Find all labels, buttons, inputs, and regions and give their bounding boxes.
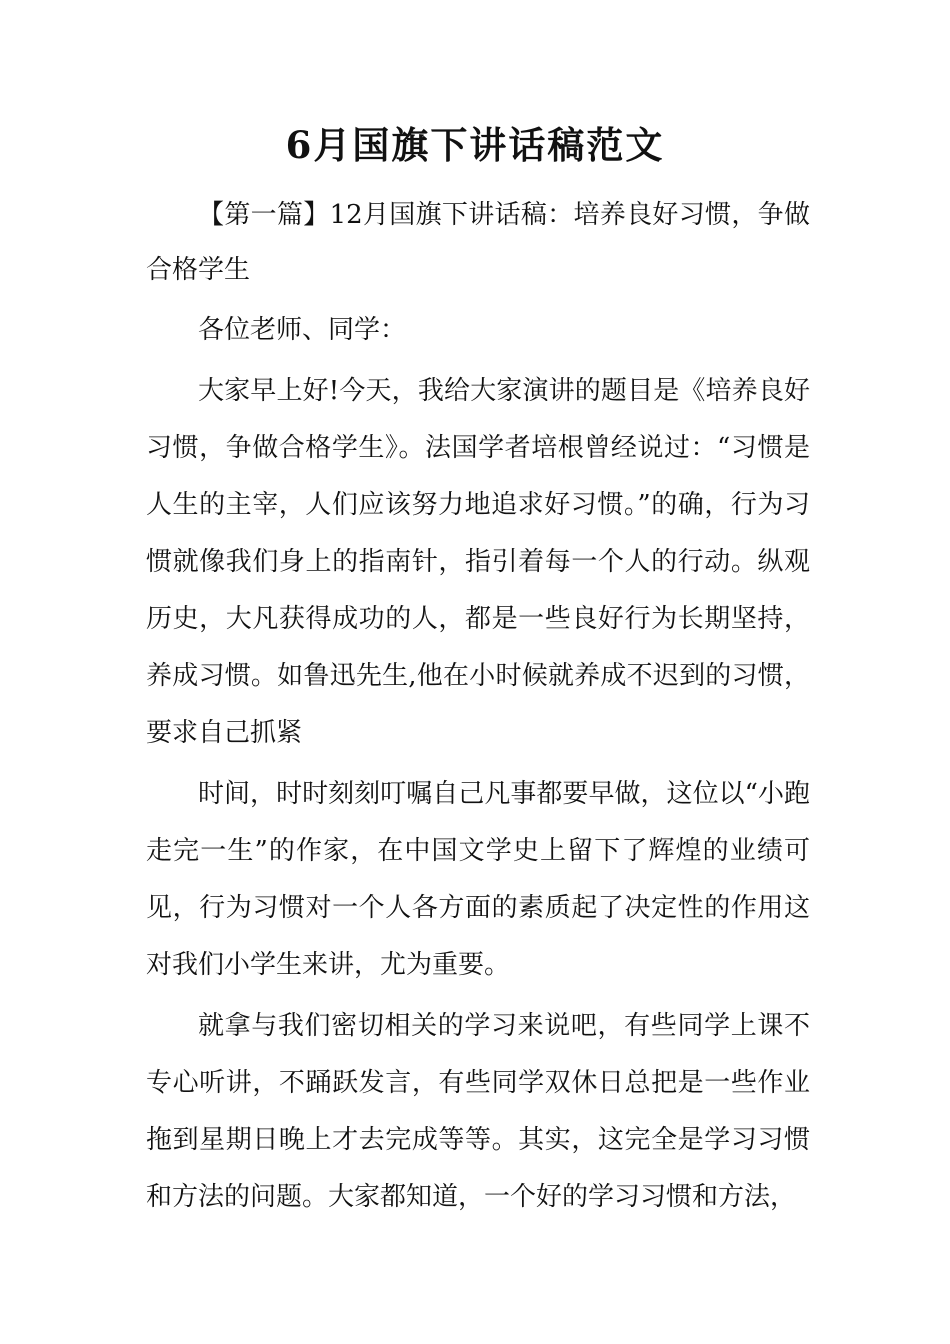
section-heading-paragraph: 【第一篇】12月国旗下讲话稿：培养良好习惯，争做合格学生 <box>146 200 810 285</box>
document-title: 6月国旗下讲话稿范文 <box>285 123 665 167</box>
body-paragraph: 时间，时时刻刻叮嘱自己凡事都要早做，这位以“小跑走完一生”的作家，在中国文学史上留下了辉煌的业绩可见，行为习惯对一个人各方面的素质起了决定性的作用这对我们小学生来讲，尤为重要。 <box>146 779 810 980</box>
document-body <box>146 188 810 1226</box>
body-paragraph: 大家早上好!今天，我给大家演讲的题目是《培养良好习惯，争做合格学生》。法国学者培根曾经说过：“习惯是人生的主宰，人们应该努力地追求好习惯。”的确，行为习惯就像我们身上的指南针，指引着每一个人的行动。纵观历史，大凡获得成功的人，都是一些良好行为长期坚持，养成习惯。如鲁迅先生,他在小时候就养成不迟到的习惯，要求自己抓紧 <box>146 376 810 748</box>
body-paragraph: 就拿与我们密切相关的学习来说吧，有些同学上课不专心听讲，不踊跃发言，有些同学双休日总把是一些作业拖到星期日晚上才去完成等等。其实，这完全是学习习惯和方法的问题。大家都知道，一个好的学习习惯和方法， <box>146 1011 810 1212</box>
salutation-paragraph: 各位老师、同学： <box>198 315 407 345</box>
